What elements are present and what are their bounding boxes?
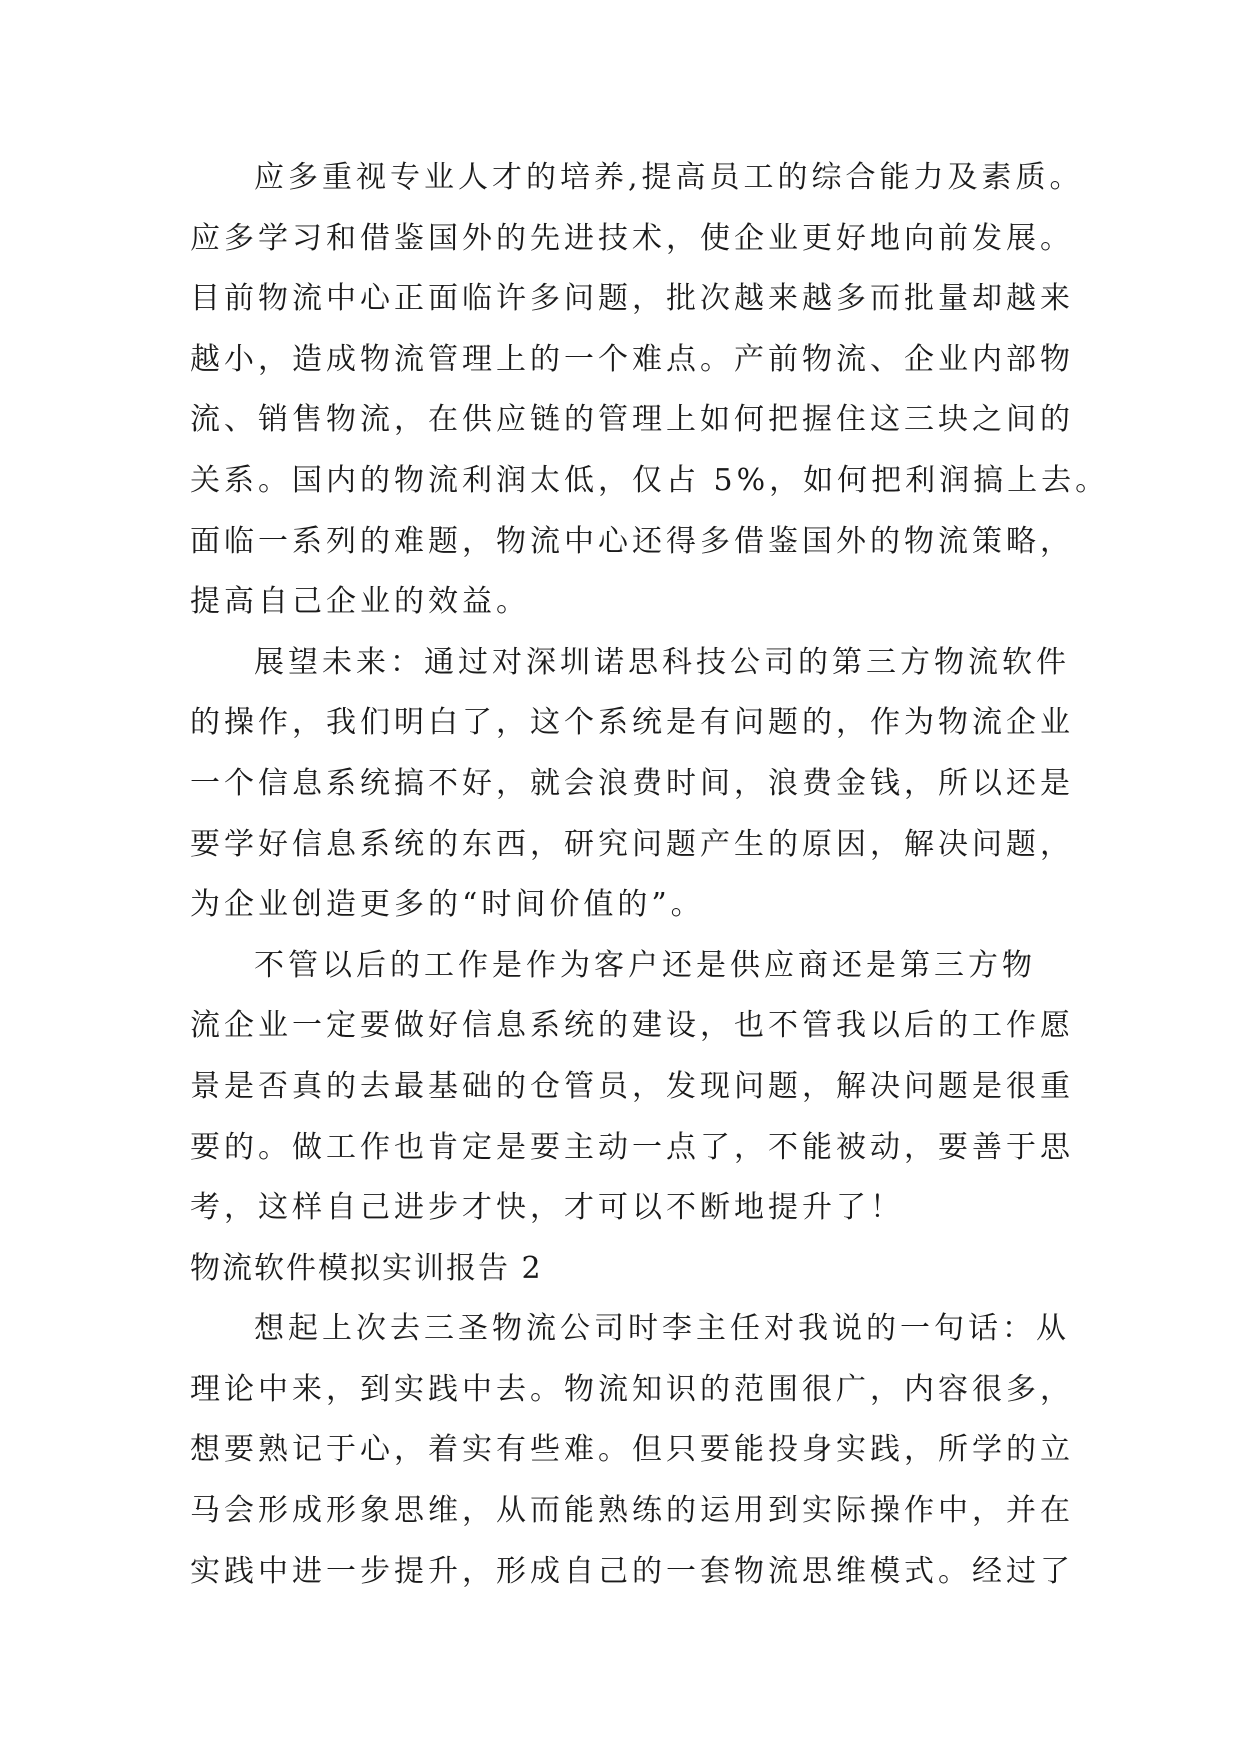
text-line: 越小，造成物流管理上的一个难点。产前物流、企业内部物 <box>190 341 1074 377</box>
text-line: 流企业一定要做好信息系统的建设，也不管我以后的工作愿 <box>190 1008 1074 1044</box>
text-line: 流、销售物流，在供应链的管理上如何把握住这三块之间的 <box>190 402 1074 438</box>
text-line: 要的。做工作也肯定是要主动一点了，不能被动，要善于思 <box>190 1129 1074 1165</box>
text-line: 应多学习和借鉴国外的先进技术，使企业更好地向前发展。 <box>190 220 1074 256</box>
text-line: 一个信息系统搞不好，就会浪费时间，浪费金钱，所以还是 <box>190 765 1074 801</box>
text-line: 实践中进一步提升，形成自己的一套物流思维模式。经过了 <box>190 1553 1074 1589</box>
text-line: 应多重视专业人才的培养,提高员工的综合能力及素质。 <box>254 160 1084 195</box>
section-heading: 物流软件模拟实训报告 2 <box>190 1250 543 1286</box>
text-line: 不管以后的工作是作为客户还是供应商还是第三方物 <box>254 947 1036 983</box>
text-line: 展望未来：通过对深圳诺思科技公司的第三方物流软件 <box>254 644 1070 680</box>
text-line: 提高自己企业的效益。 <box>190 584 530 620</box>
text-line: 关系。国内的物流利润太低，仅占 5%，如何把利润搞上去。 <box>190 462 1110 498</box>
text-line: 理论中来，到实践中去。物流知识的范围很广，内容很多， <box>190 1371 1074 1407</box>
text-line: 想要熟记于心，着实有些难。但只要能投身实践，所学的立 <box>190 1432 1074 1468</box>
text-line: 景是否真的去最基础的仓管员，发现问题，解决问题是很重 <box>190 1068 1074 1104</box>
text-line: 面临一系列的难题，物流中心还得多借鉴国外的物流策略， <box>190 523 1074 559</box>
text-line: 要学好信息系统的东西，研究问题产生的原因，解决问题， <box>190 826 1074 862</box>
document-body <box>190 148 1110 1602</box>
text-line: 考，这样自己进步才快，才可以不断地提升了！ <box>190 1190 904 1226</box>
text-line: 的操作，我们明白了，这个系统是有问题的，作为物流企业 <box>190 705 1074 741</box>
text-line: 想起上次去三圣物流公司时李主任对我说的一句话：从 <box>254 1311 1070 1347</box>
text-line: 为企业创造更多的“时间价值的”。 <box>190 887 705 923</box>
text-line: 目前物流中心正面临许多问题，批次越来越多而批量却越来 <box>190 281 1074 317</box>
text-line: 马会形成形象思维，从而能熟练的运用到实际操作中，并在 <box>190 1493 1074 1529</box>
